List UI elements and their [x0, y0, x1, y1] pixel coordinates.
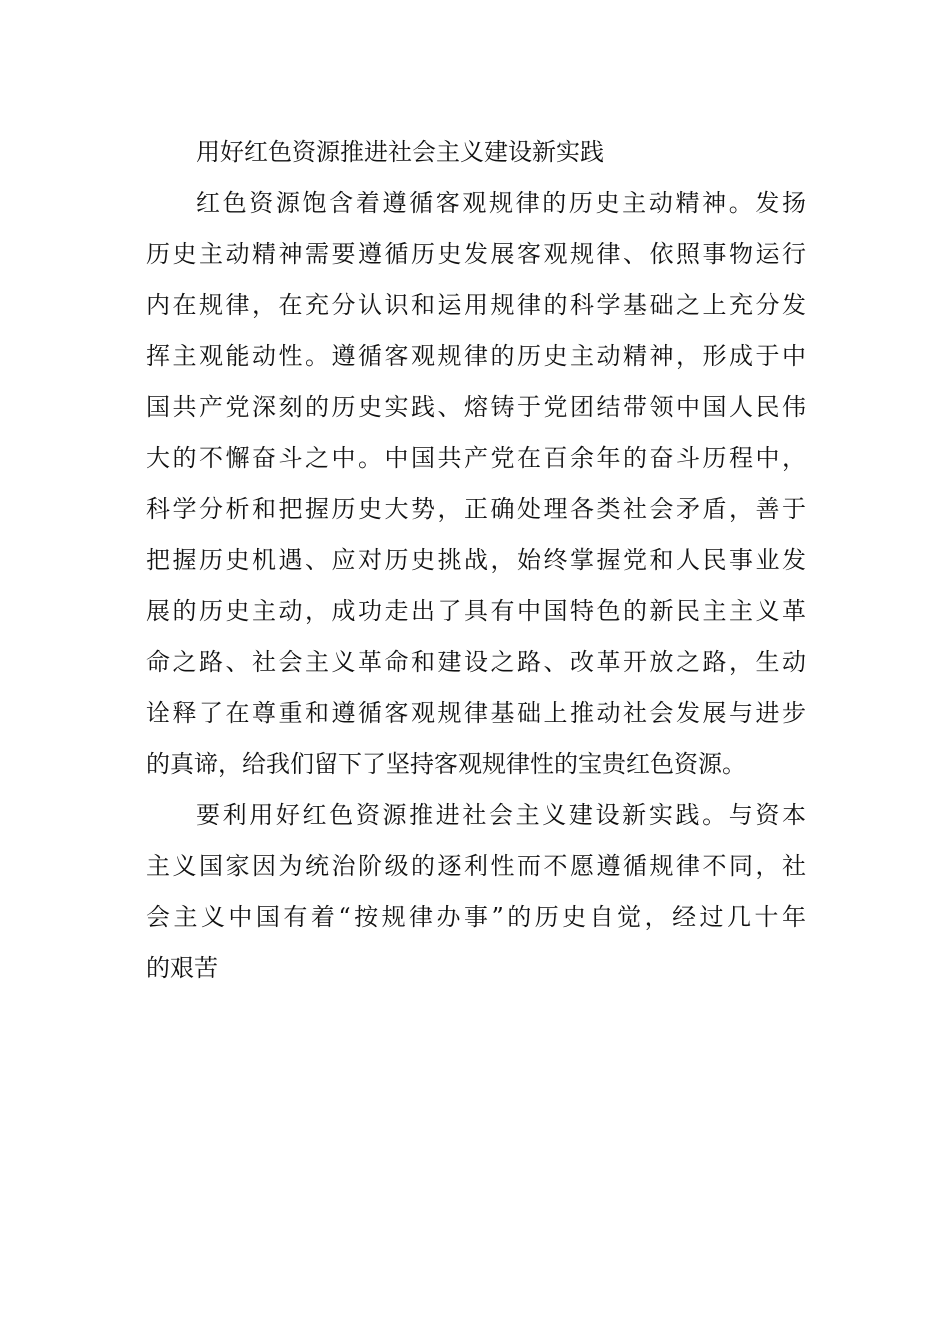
paragraph-line: 内在规律，在充分认识和运用规律的科学基础之上充分发: [146, 291, 806, 319]
paragraph-line: 的真谛，给我们留下了坚持客观规律性的宝贵红色资源。: [146, 750, 746, 778]
paragraph-line: 国共产党深刻的历史实践、熔铸于党团结带领中国人民伟: [146, 393, 806, 421]
paragraph-line: 把握历史机遇、应对历史挑战，始终掌握党和人民事业发: [146, 546, 806, 574]
document-title: 用好红色资源推进社会主义建设新实践: [196, 138, 604, 166]
paragraph-line: 红色资源饱含着遵循客观规律的历史主动精神。发扬: [196, 189, 806, 217]
paragraph-line: 会主义中国有着“按规律办事”的历史自觉，经过几十年: [146, 903, 806, 931]
paragraph-line: 要利用好红色资源推进社会主义建设新实践。与资本: [196, 801, 806, 829]
document-body: [146, 178, 806, 994]
paragraph-line: 科学分析和把握历史大势，正确处理各类社会矛盾，善于: [146, 495, 806, 523]
paragraph-line: 主义国家因为统治阶级的逐利性而不愿遵循规律不同，社: [146, 852, 806, 880]
paragraph-line: 的艰苦: [146, 954, 218, 982]
paragraph-line: 展的历史主动，成功走出了具有中国特色的新民主主义革: [146, 597, 806, 625]
paragraph-line: 大的不懈奋斗之中。中国共产党在百余年的奋斗历程中，: [146, 444, 806, 472]
paragraph-line: 历史主动精神需要遵循历史发展客观规律、依照事物运行: [146, 240, 806, 268]
paragraph-line: 命之路、社会主义革命和建设之路、改革开放之路，生动: [146, 648, 806, 676]
paragraph-line: 诠释了在尊重和遵循客观规律基础上推动社会发展与进步: [146, 699, 806, 727]
paragraph-line: 挥主观能动性。遵循客观规律的历史主动精神，形成于中: [146, 342, 806, 370]
paragraph-2: [146, 790, 806, 994]
paragraph-1: [146, 178, 806, 790]
